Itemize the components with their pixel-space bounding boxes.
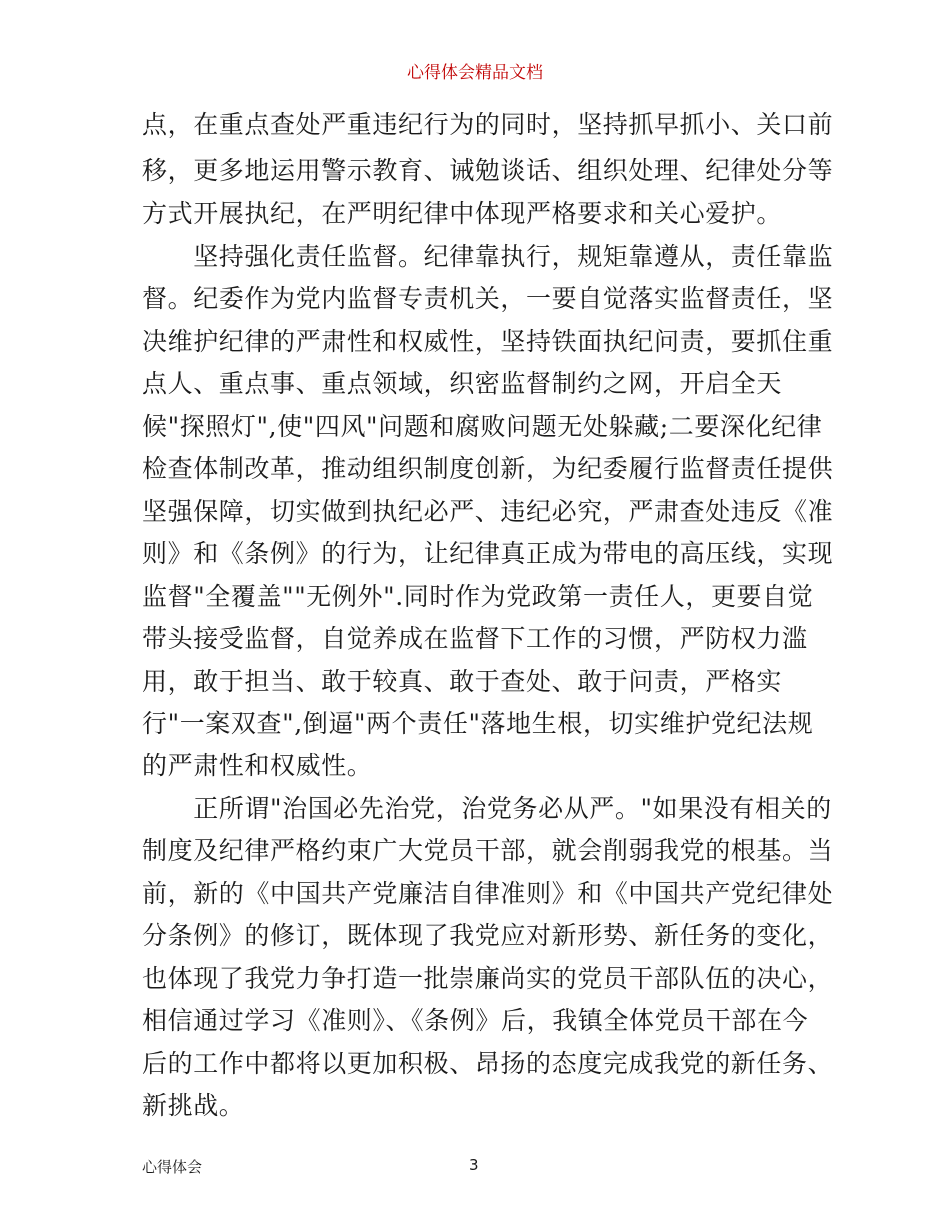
page-header: 心得体会精品文档 [407,63,543,83]
body-line: 坚强保障，切实做到执纪必严、违纪必究，严肃查处违反《准 [142,497,834,526]
body-line: 坚持强化责任监督。纪律靠执行，规矩靠遵从，责任靠监 [142,242,834,271]
body-line: 监督"全覆盖""无例外".同时作为党政第一责任人，更要自觉 [142,582,814,611]
footer-label: 心得体会 [142,1158,203,1176]
body-line: 前，新的《中国共产党廉洁自律准则》和《中国共产党纪律处 [142,879,834,908]
body-line: 制度及纪律严格约束广大党员干部，就会削弱我党的根基。当 [142,836,834,865]
body-line: 的严肃性和权威性。 [142,751,373,780]
body-line: 分条例》的修订，既体现了我党应对新形势、新任务的变化， [142,921,834,950]
body-line: 检查体制改革，推动组织制度创新，为纪委履行监督责任提供 [142,454,834,483]
body-line: 督。纪委作为党内监督专责机关，一要自觉落实监督责任，坚 [142,284,834,313]
body-line: 点，在重点查处严重违纪行为的同时，坚持抓早抓小、关口前 [142,110,834,139]
body-line: 后的工作中都将以更加积极、昂扬的态度完成我党的新任务、 [142,1049,834,1078]
body-line: 相信通过学习《准则》、《条例》后，我镇全体党员干部在今 [142,1006,809,1035]
body-line: 行"一案双查",倒逼"两个责任"落地生根，切实维护党纪法规 [142,709,814,738]
body-line: 也体现了我党力争打造一批崇廉尚实的党员干部队伍的决心， [142,964,834,993]
body-line: 方式开展执纪，在严明纪律中体现严格要求和关心爱护。 [142,199,783,228]
body-line: 带头接受监督，自觉养成在监督下工作的习惯，严防权力滥 [142,624,808,653]
page-number: 3 [469,1156,479,1174]
body-line: 则》和《条例》的行为，让纪律真正成为带电的高压线，实现 [142,539,834,568]
body-line: 用，敢于担当、敢于较真、敢于查处、敢于问责，严格实 [142,667,783,696]
body-line: 移，更多地运用警示教育、诫勉谈话、组织处理、纪律处分等 [142,156,834,185]
body-line: 候"探照灯",使"四风"问题和腐败问题无处躲藏;二要深化纪律 [142,412,823,441]
body-line: 点人、重点事、重点领域，织密监督制约之网，开启全天 [142,369,783,398]
body-line: 决维护纪律的严肃性和权威性，坚持铁面执纪问责，要抓住重 [142,327,834,356]
body-line: 正所谓"治国必先治党，治党务必从严。"如果没有相关的 [142,794,832,823]
body-line: 新挑战。 [142,1091,245,1120]
